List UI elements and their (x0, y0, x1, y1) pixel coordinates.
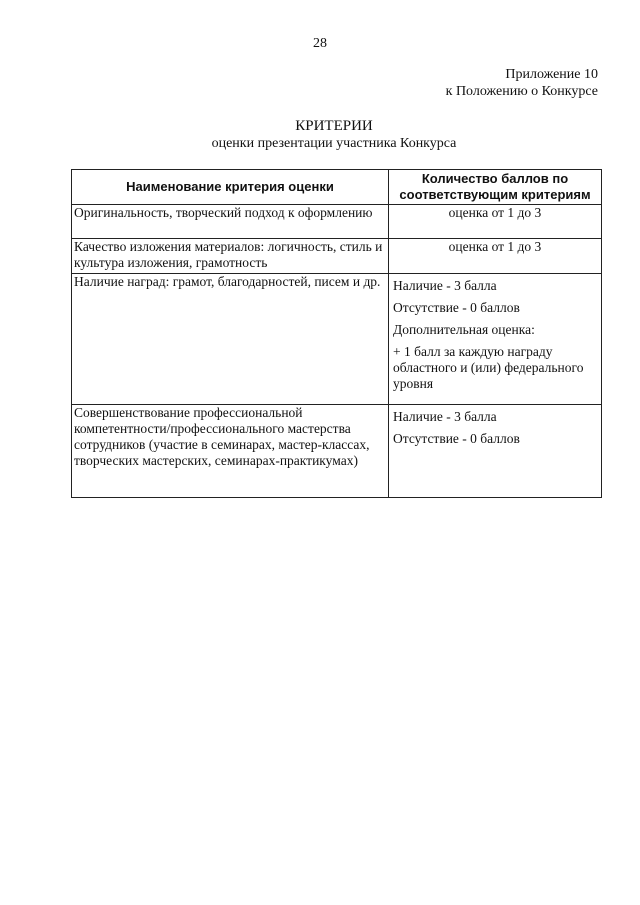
header-score: Количество баллов по соответствующим критериям (389, 170, 602, 205)
criterion-name: Качество изложения материалов: логичность, стиль и культура изложения, грамотность (72, 239, 389, 274)
table-header-row (72, 170, 602, 205)
score-line: Дополнительная оценка: (393, 322, 535, 337)
score-line: Наличие - 3 балла (393, 409, 497, 424)
score-line: оценка от 1 до 3 (448, 239, 542, 254)
table-row (72, 205, 602, 239)
score-line: Отсутствие - 0 баллов (393, 300, 520, 315)
criterion-score (389, 239, 602, 274)
criterion-name: Наличие наград: грамот, благодарностей, писем и др. (72, 274, 389, 405)
score-line: Наличие - 3 балла (393, 278, 497, 293)
criterion-score (389, 405, 602, 498)
table-row (72, 405, 602, 498)
appendix-line-1: Приложение 10 (505, 67, 598, 82)
document-subtitle: оценки презентации участника Конкурса (211, 136, 457, 151)
header-criterion-name: Наименование критерия оценки (72, 170, 389, 205)
appendix-reference (446, 66, 598, 100)
table-row (72, 239, 602, 274)
criterion-name: Совершенствование профессиональной компетентности/профессионального мастерства сотрудников (участие в семинарах, мастер-классах, творческих мастерских, семинарах-практикумах) (72, 405, 389, 498)
page-number: 28 (313, 36, 327, 51)
criterion-name: Оригинальность, творческий подход к оформлению (72, 205, 389, 239)
appendix-line-2: к Положению о Конкурсе (445, 84, 598, 99)
criteria-table (71, 169, 602, 498)
criterion-score (389, 274, 602, 405)
score-line: + 1 балл за каждую награду областного и (или) федерального уровня (393, 344, 584, 391)
document-title: КРИТЕРИИ (295, 118, 373, 134)
criterion-score (389, 205, 602, 239)
score-line: оценка от 1 до 3 (448, 205, 542, 220)
table-row (72, 274, 602, 405)
score-line: Отсутствие - 0 баллов (393, 431, 520, 446)
